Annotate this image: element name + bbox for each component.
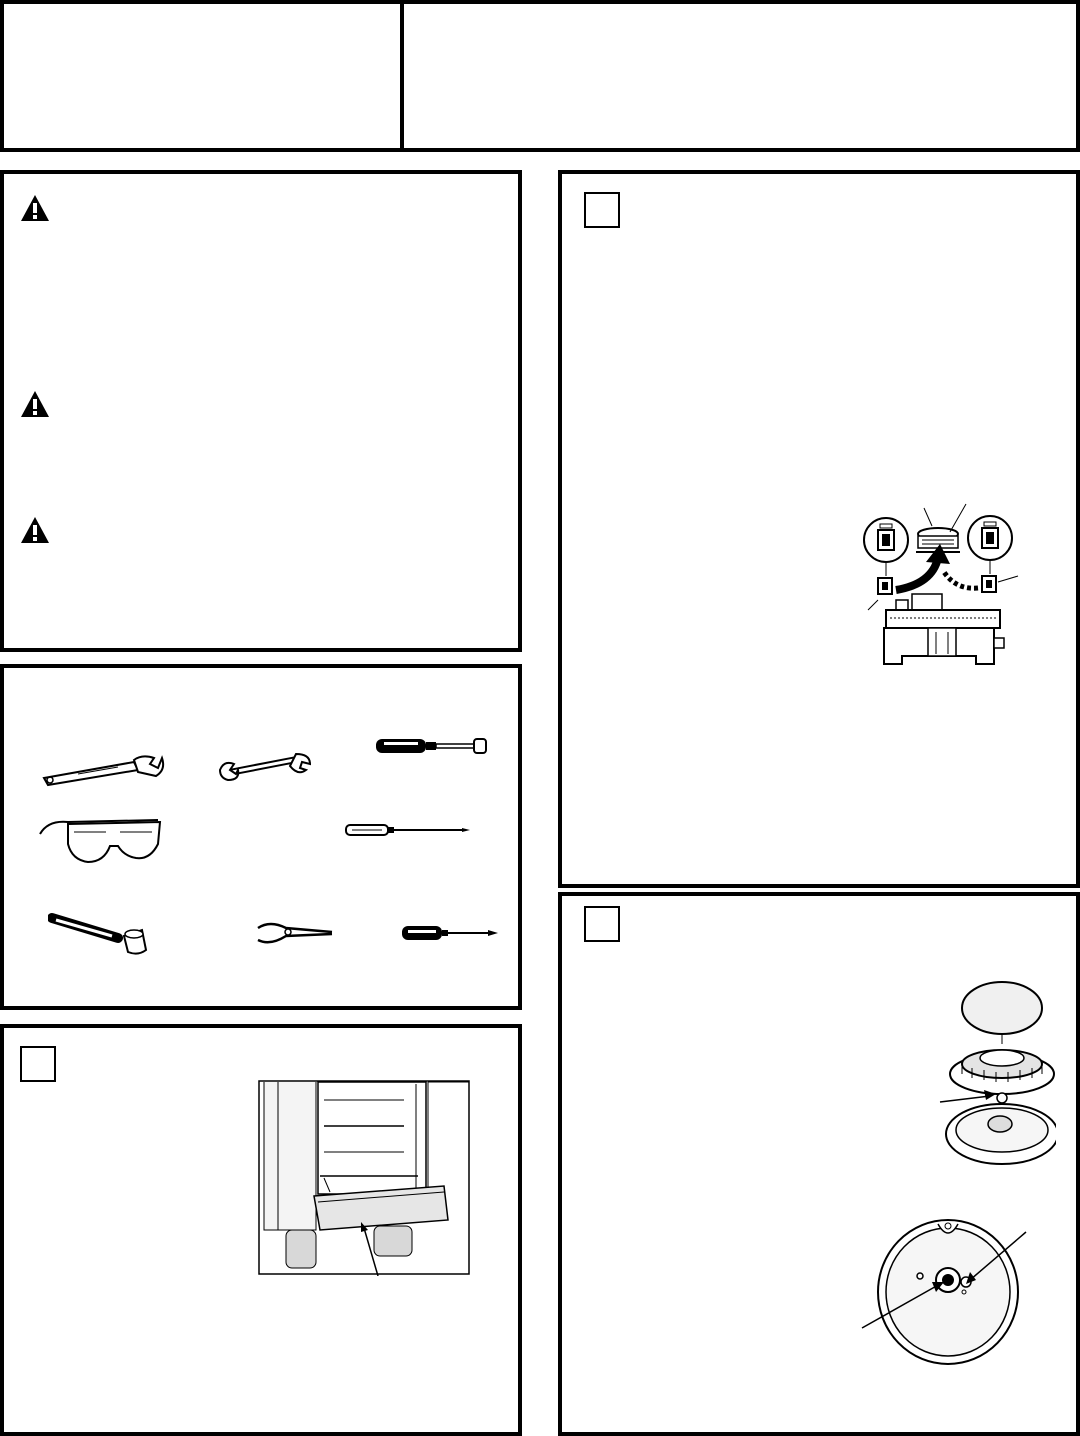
burner-assembly-diagram bbox=[936, 978, 1056, 1168]
small-flat-screwdriver-icon bbox=[344, 822, 474, 838]
step-number-box bbox=[20, 1046, 56, 1082]
warning-triangle-icon bbox=[20, 516, 50, 544]
header-divider bbox=[400, 4, 404, 148]
socket-driver-icon bbox=[48, 910, 152, 958]
open-end-wrench-icon bbox=[218, 752, 314, 782]
burner-base-top-diagram bbox=[856, 1212, 1046, 1368]
header-bar bbox=[0, 0, 1080, 152]
phillips-screwdriver-icon bbox=[400, 924, 500, 942]
warning-triangle-icon bbox=[20, 390, 50, 418]
step-number-box bbox=[584, 192, 620, 228]
needle-nose-pliers-icon bbox=[256, 918, 336, 948]
oven-drawer-diagram bbox=[258, 1080, 470, 1276]
warnings-panel bbox=[0, 170, 522, 652]
warning-triangle-icon bbox=[20, 194, 50, 222]
safety-glasses-icon bbox=[38, 814, 168, 870]
step-panel-burner bbox=[558, 892, 1080, 1436]
step-panel-drawer bbox=[0, 1024, 522, 1436]
adjustable-wrench-icon bbox=[38, 752, 168, 788]
step-number-box bbox=[584, 906, 620, 942]
step-panel-orifice bbox=[558, 170, 1080, 888]
nut-driver-icon bbox=[374, 734, 494, 758]
tools-panel bbox=[0, 664, 522, 1010]
orifice-swap-diagram bbox=[856, 496, 1036, 672]
